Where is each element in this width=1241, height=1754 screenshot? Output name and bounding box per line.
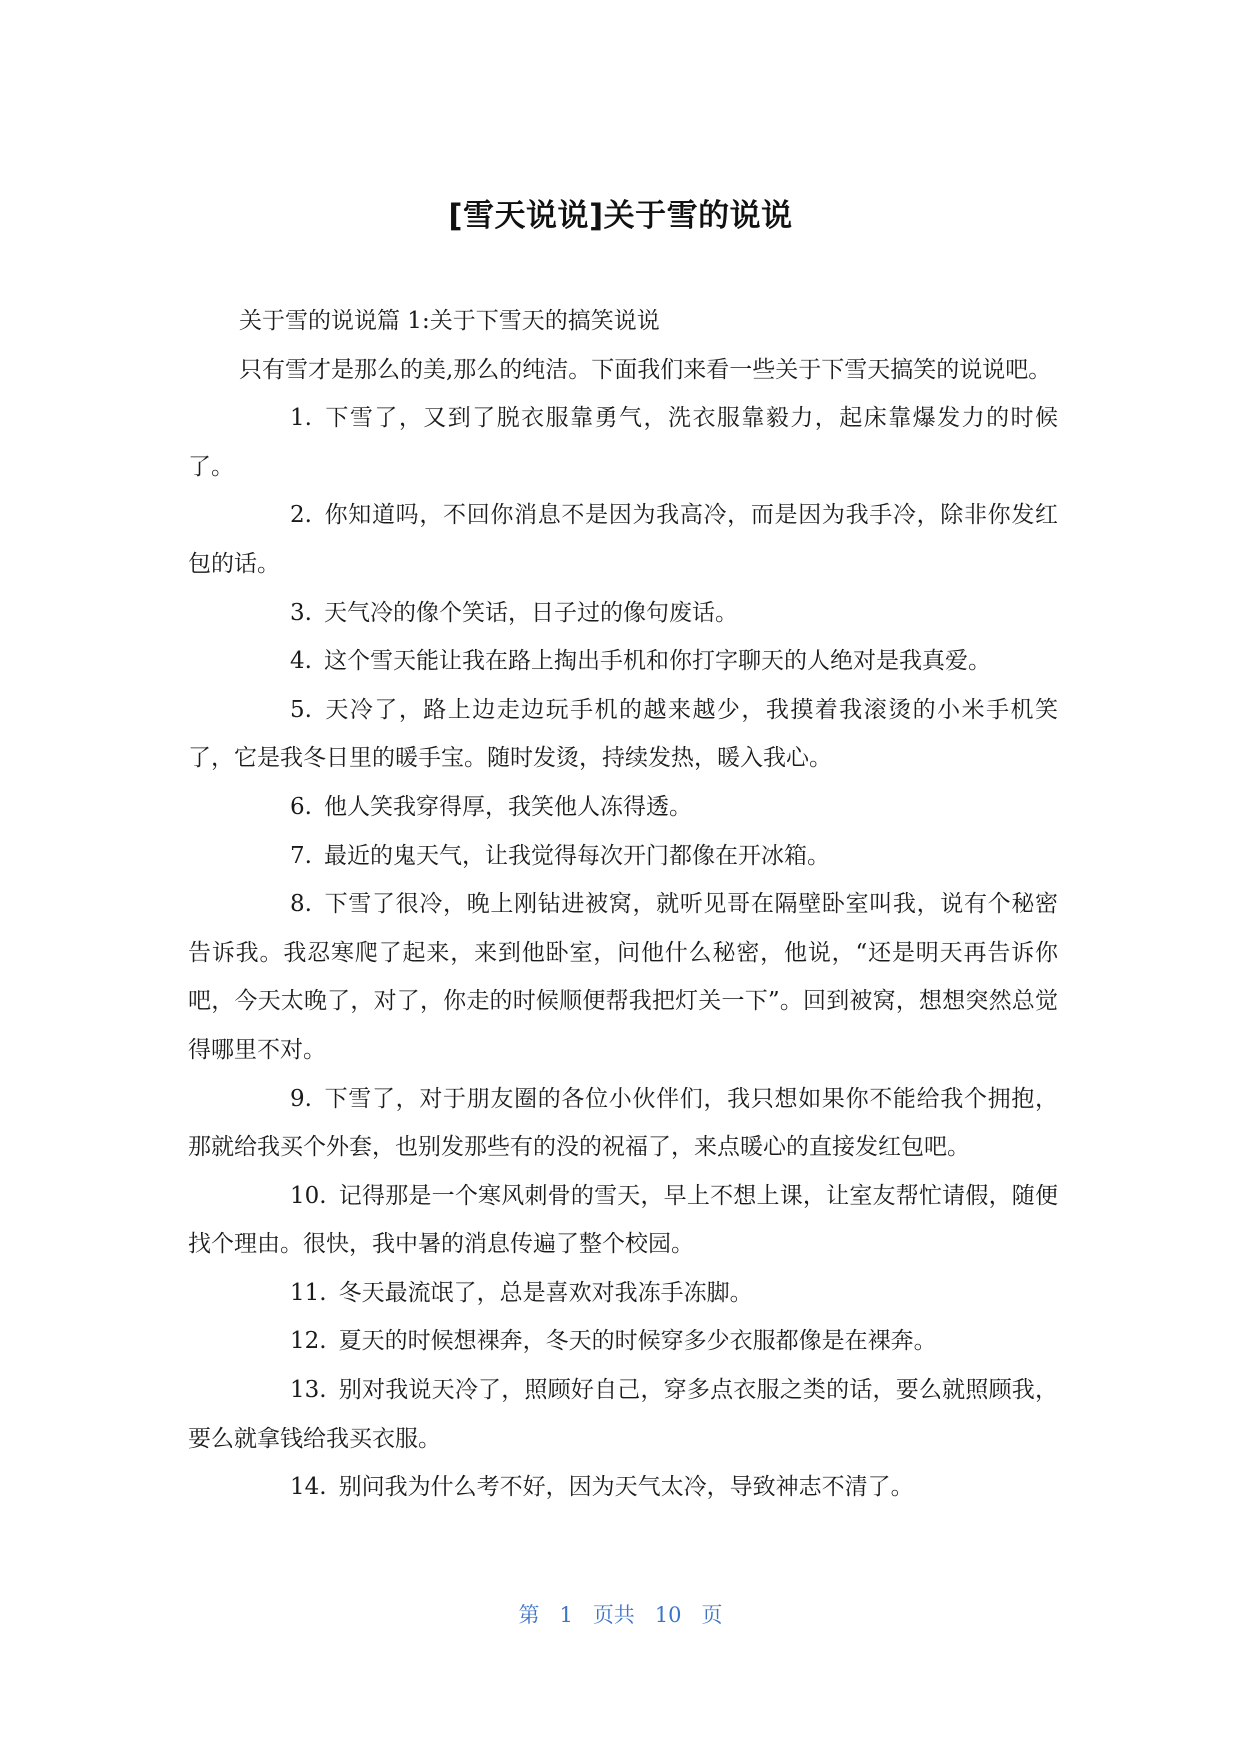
item-list xyxy=(188,394,1058,1512)
item-text: 别问我为什么考不好，因为天气太冷，导致神志不清了。 xyxy=(338,1474,914,1501)
list-item xyxy=(188,637,1058,686)
item-text: 天冷了，路上边走边玩手机的越来越少，我摸着我滚烫的小米手机笑了，它是我冬日里的暖手宝。随时发烫，持续发热，暖入我心。 xyxy=(188,696,1058,772)
item-text: 冬天最流氓了，总是喜欢对我冻手冻脚。 xyxy=(338,1279,753,1306)
footer-prefix: 第 xyxy=(518,1603,540,1627)
list-item xyxy=(188,1269,1058,1318)
item-number: 6. xyxy=(290,793,312,820)
item-text: 别对我说天冷了，照顾好自己，穿多点衣服之类的话，要么就照顾我，要么就拿钱给我买衣服。 xyxy=(188,1377,1058,1452)
item-number: 2. xyxy=(290,502,312,529)
item-text: 夏天的时候想裸奔，冬天的时候穿多少衣服都像是在裸奔。 xyxy=(338,1328,937,1355)
footer-middle: 页共 xyxy=(592,1603,635,1627)
page-footer xyxy=(0,1599,1241,1629)
list-item xyxy=(188,394,1058,491)
item-number: 13. xyxy=(290,1377,327,1404)
item-number: 10. xyxy=(290,1182,327,1209)
list-item xyxy=(188,1366,1058,1463)
page-title: [雪天说说]关于雪的说说 xyxy=(448,198,793,234)
item-text: 他人笑我穿得厚，我笑他人冻得透。 xyxy=(323,793,692,820)
item-number: 1. xyxy=(290,405,312,432)
list-item xyxy=(188,491,1058,588)
item-text: 下雪了，对于朋友圈的各位小伙伴们，我只想如果你不能给我个拥抱，那就给我买个外套，也别发那些有的没的祝福了，来点暖心的直接发红包吧。 xyxy=(188,1085,1058,1161)
item-text: 下雪了很冷，晚上刚钻进被窝，就听见哥在隔壁卧室叫我，说有个秘密告诉我。我忍寒爬了起来，来到他卧室，问他什么秘密，他说，“还是明天再告诉你吧，今天太晚了，对了，你走的时候顺便帮我把灯关一下”。回到被窝，想想突然总觉得哪里不对。 xyxy=(188,891,1058,1063)
list-item xyxy=(188,1463,1058,1512)
list-item xyxy=(188,1172,1058,1269)
list-item xyxy=(188,589,1058,638)
item-number: 8. xyxy=(290,891,312,918)
list-item xyxy=(188,686,1058,783)
section-heading: 关于雪的说说篇 1:关于下雪天的搞笑说说 xyxy=(239,308,660,334)
item-number: 9. xyxy=(290,1085,312,1112)
item-number: 12. xyxy=(290,1328,327,1355)
item-number: 5. xyxy=(290,696,312,723)
item-number: 4. xyxy=(290,648,312,675)
list-item xyxy=(188,1075,1058,1172)
item-number: 7. xyxy=(290,842,312,869)
footer-total-pages: 10 xyxy=(654,1603,682,1627)
item-text: 记得那是一个寒风刺骨的雪天，早上不想上课，让室友帮忙请假，随便找个理由。很快，我中暑的消息传遍了整个校园。 xyxy=(188,1182,1058,1258)
list-item xyxy=(188,1317,1058,1366)
footer-page-number: 1 xyxy=(559,1603,573,1627)
footer-suffix: 页 xyxy=(701,1603,723,1627)
document-body xyxy=(188,297,1058,1512)
item-number: 11. xyxy=(290,1279,327,1306)
list-item xyxy=(188,832,1058,881)
item-number: 3. xyxy=(290,599,312,626)
list-item xyxy=(188,783,1058,832)
item-text: 最近的鬼天气，让我觉得每次开门都像在开冰箱。 xyxy=(323,842,830,869)
intro-paragraph: 只有雪才是那么的美,那么的纯洁。下面我们来看一些关于下雪天搞笑的说说吧。 xyxy=(239,356,1052,383)
item-text: 你知道吗，不回你消息不是因为我高冷，而是因为我手冷，除非你发红包的话。 xyxy=(188,502,1058,577)
list-item xyxy=(188,880,1058,1074)
item-text: 这个雪天能让我在路上掏出手机和你打字聊天的人绝对是我真爱。 xyxy=(323,648,991,675)
item-text: 下雪了，又到了脱衣服靠勇气，洗衣服靠毅力，起床靠爆发力的时候了。 xyxy=(188,405,1058,480)
item-number: 14. xyxy=(290,1474,327,1501)
item-text: 天气冷的像个笑话，日子过的像句废话。 xyxy=(323,599,738,626)
